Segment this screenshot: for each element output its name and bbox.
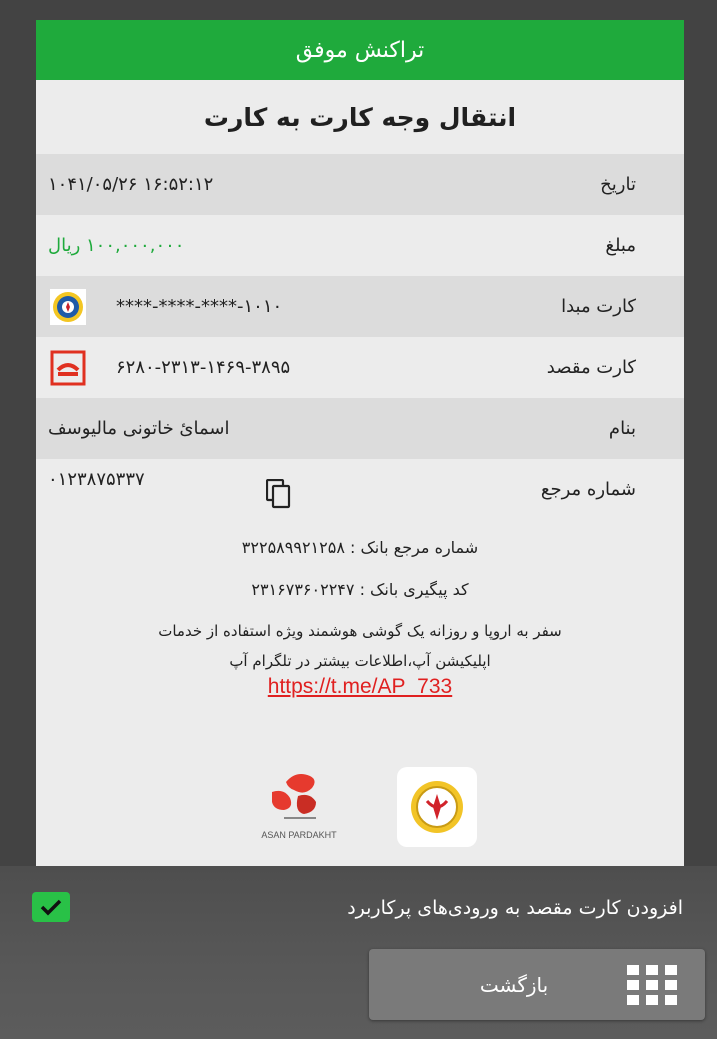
date-label: تاریخ — [600, 174, 636, 195]
row-reference — [36, 459, 684, 520]
row-amount — [36, 215, 684, 276]
bank-reference-text: شماره مرجع بانک : ۳۲۲۵۸۹۹۲۱۲۵۸ — [241, 538, 479, 557]
receipt-card — [36, 20, 684, 866]
row-source-card — [36, 276, 684, 337]
dest-bank-logo-icon — [50, 350, 86, 386]
promo-line-2: اپلیکیشن آپ،اطلاعات بیشتر در تلگرام آپ — [229, 652, 491, 670]
add-favorite-checkbox[interactable] — [32, 892, 70, 922]
ap-logo-text: ASAN PARDAKHT — [261, 830, 337, 840]
source-bank-logo-icon — [50, 289, 86, 325]
amount-label: مبلغ — [605, 235, 636, 256]
status-header: تراکنش موفق — [36, 20, 684, 80]
name-value: اسمائ خاتونی مالیوسف — [48, 418, 230, 439]
grid-icon — [627, 965, 677, 1005]
telegram-link[interactable]: https://t.me/AP_733 — [267, 675, 453, 698]
back-button[interactable] — [369, 949, 705, 1020]
amount-value: ۱۰۰,۰۰۰,۰۰۰ ریال — [48, 235, 185, 256]
add-favorite-label: افزودن کارت مقصد به ورودی‌های پرکاربرد — [347, 897, 683, 919]
bank-emblem-icon — [397, 767, 477, 847]
copy-icon[interactable] — [266, 479, 292, 509]
reference-value: ۰۱۲۳۸۷۵۳۳۷ — [48, 469, 145, 490]
bank-melli-logo — [397, 767, 477, 847]
add-favorite-row[interactable] — [0, 880, 717, 936]
source-card-value: ****-****-****-۱۰۱۰ — [116, 296, 283, 317]
dest-card-value: ۶۲۸۰-۲۳۱۳-۱۴۶۹-۳۸۹۵ — [116, 357, 291, 378]
checkmark-icon — [32, 892, 70, 922]
source-card-label: کارت مبدا — [561, 296, 636, 317]
dest-card-label: کارت مقصد — [546, 357, 636, 378]
asan-pardakht-logo-icon — [254, 766, 344, 846]
transaction-title: انتقال وجه کارت به کارت — [203, 102, 517, 132]
promo-line-1: سفر به اروپا و روزانه یک گوشی هوشمند ویژه استفاده از خدمات — [158, 622, 562, 640]
row-date — [36, 154, 684, 215]
row-dest-card — [36, 337, 684, 398]
name-label: بنام — [608, 418, 636, 439]
date-value: ۱۰۴۱/۰۵/۲۶ ۱۶:۵۲:۱۲ — [48, 174, 214, 195]
back-button-label: بازگشت — [479, 972, 549, 997]
reference-label: شماره مرجع — [540, 479, 636, 500]
bank-tracking-text: کد پیگیری بانک : ۲۳۱۶۷۳۶۰۲۲۴۷ — [251, 580, 469, 599]
